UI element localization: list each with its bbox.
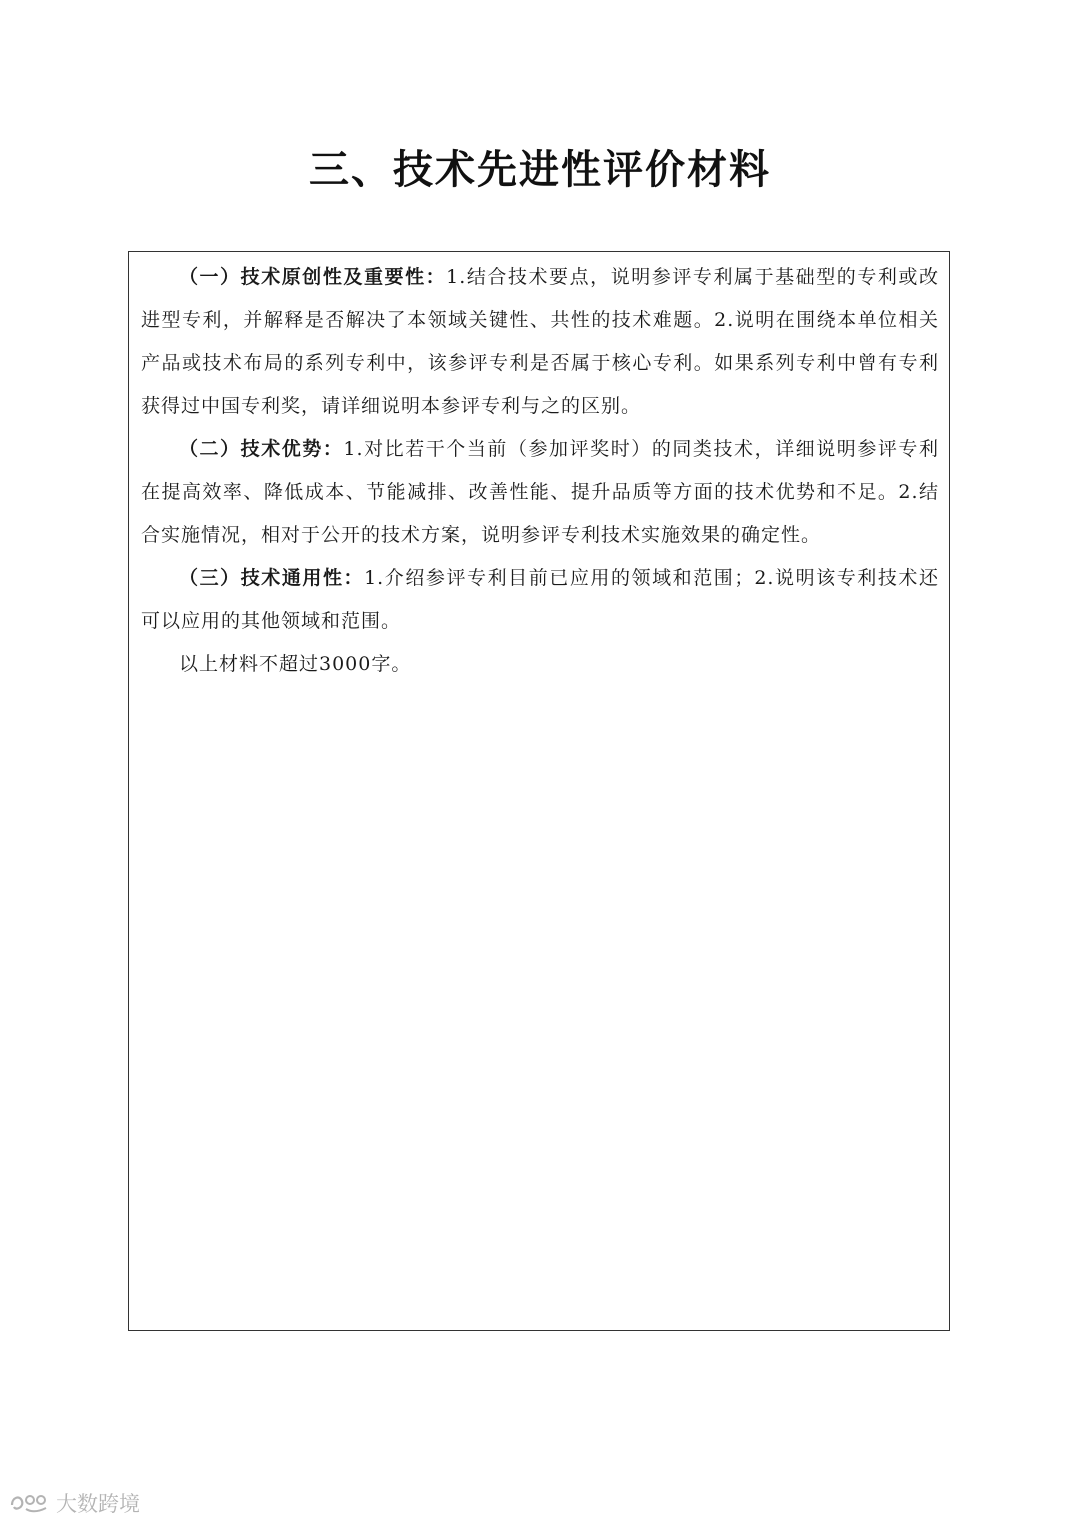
word-limit-note: 以上材料不超过3000字。 (179, 653, 412, 675)
section-body: 1.结合技术要点，说明参评专利属于基础型的专利或改进型专利，并解释是否解决了本领域关键性、共性的技术难题。2.说明在围绕本单位相关产品或技术布局的系列专利中，该参评专利是否属于核心专利。如果系列专利中曾有专利获得过中国专利奖，请详细说明本参评专利与之的区别。 (141, 266, 939, 417)
content-box (128, 251, 950, 1331)
section-originality (141, 256, 939, 428)
section-body: 1.介绍参评专利目前已应用的领域和范围；2.说明该专利技术还可以应用的其他领域和范围。 (141, 567, 939, 632)
page-title: 三、技术先进性评价材料 (309, 147, 771, 193)
section-heading: （一）技术原创性及重要性： (179, 266, 447, 288)
section-body: 1.对比若干个当前（参加评奖时）的同类技术，详细说明参评专利在提高效率、降低成本、节能减排、改善性能、提升品质等方面的技术优势和不足。2.结合实施情况，相对于公开的技术方案，说明参评专利技术实施效果的确定性。 (141, 438, 939, 546)
watermark-text: 大数跨境 (56, 1492, 140, 1516)
section-heading: （三）技术通用性： (179, 567, 365, 589)
section-advantage (141, 428, 939, 557)
section-heading: （二）技术优势： (179, 438, 344, 460)
section-generality (141, 557, 939, 643)
watermark (8, 1488, 140, 1518)
watermark-logo-icon (8, 1491, 50, 1515)
